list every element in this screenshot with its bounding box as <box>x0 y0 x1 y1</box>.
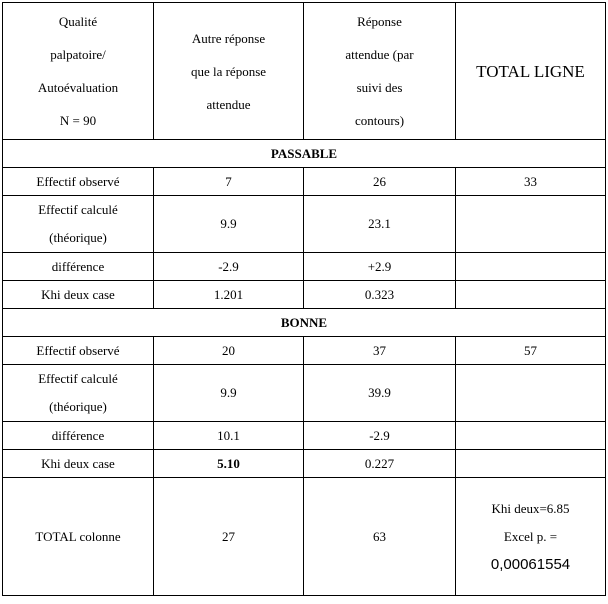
table-row <box>3 365 606 422</box>
header-col3 <box>304 3 456 140</box>
header-col2 <box>154 3 304 140</box>
cell-autre: 9.9 <box>154 196 304 253</box>
row-label-line: (théorique) <box>49 230 107 245</box>
header-col1-line: palpatoire/ <box>50 47 106 62</box>
total-row <box>3 478 606 596</box>
table-row <box>3 337 606 365</box>
row-label: différence <box>3 422 154 450</box>
chi-square-value: Khi deux=6.85 <box>491 500 570 516</box>
cell-total-ligne <box>456 253 606 281</box>
table-row <box>3 196 606 253</box>
cell-autre: 7 <box>154 168 304 196</box>
cell-attendue: 0.323 <box>304 281 456 309</box>
row-label: différence <box>3 253 154 281</box>
table-row <box>3 422 606 450</box>
header-col4: TOTAL LIGNE <box>456 3 606 140</box>
excel-p-label: Excel p. = <box>503 528 558 544</box>
cell-attendue: 23.1 <box>304 196 456 253</box>
cell-autre: 1.201 <box>154 281 304 309</box>
cell-total-ligne <box>456 365 606 422</box>
cell-attendue: -2.9 <box>304 422 456 450</box>
row-label <box>3 365 154 422</box>
header-row <box>3 3 606 140</box>
header-col3-line: suivi des <box>356 80 403 95</box>
table-row <box>3 168 606 196</box>
header-col3-line: Réponse <box>357 14 402 29</box>
row-label: Effectif observé <box>3 337 154 365</box>
header-col2-line: attendue <box>206 96 251 112</box>
table-row <box>3 253 606 281</box>
header-col1-line: Autoévaluation <box>37 80 119 95</box>
total-label: TOTAL colonne <box>3 478 154 596</box>
cell-attendue: 0.227 <box>304 450 456 478</box>
table-row <box>3 281 606 309</box>
row-label <box>3 196 154 253</box>
cell-total-ligne: 57 <box>456 337 606 365</box>
cell-total-ligne <box>456 281 606 309</box>
header-col2-line: que la réponse <box>190 63 267 79</box>
section-row <box>3 140 606 168</box>
cell-autre: 9.9 <box>154 365 304 422</box>
row-label-line: Effectif calculé <box>38 371 118 386</box>
cell-total-ligne <box>456 196 606 253</box>
cell-autre: 10.1 <box>154 422 304 450</box>
row-label: Khi deux case <box>3 450 154 478</box>
cell-total-ligne: 33 <box>456 168 606 196</box>
cell-total-ligne <box>456 450 606 478</box>
chi-square-summary <box>456 478 606 596</box>
cell-autre: 20 <box>154 337 304 365</box>
cell-attendue: 26 <box>304 168 456 196</box>
header-col3-line: contours) <box>354 113 405 128</box>
cell-total-ligne <box>456 422 606 450</box>
row-label-line: (théorique) <box>49 399 107 414</box>
table-row <box>3 450 606 478</box>
chi-square-table <box>2 2 606 596</box>
cell-attendue: 37 <box>304 337 456 365</box>
header-col1-line: Qualité <box>58 14 98 29</box>
row-label: Khi deux case <box>3 281 154 309</box>
header-col3-line: attendue (par <box>345 47 414 62</box>
section-row <box>3 309 606 337</box>
cell-attendue: 39.9 <box>304 365 456 422</box>
cell-autre: -2.9 <box>154 253 304 281</box>
header-col1 <box>3 3 154 140</box>
cell-autre: 5.10 <box>154 450 304 478</box>
section-title-bonne: BONNE <box>3 309 606 337</box>
row-label-line: Effectif calculé <box>38 202 118 217</box>
total-attendue: 63 <box>304 478 456 596</box>
header-col1-line: N = 90 <box>59 113 97 128</box>
section-title-passable: PASSABLE <box>3 140 606 168</box>
row-label: Effectif observé <box>3 168 154 196</box>
cell-attendue: +2.9 <box>304 253 456 281</box>
header-col2-line: Autre réponse <box>191 30 266 46</box>
total-autre: 27 <box>154 478 304 596</box>
excel-p-value: 0,00061554 <box>490 555 571 573</box>
